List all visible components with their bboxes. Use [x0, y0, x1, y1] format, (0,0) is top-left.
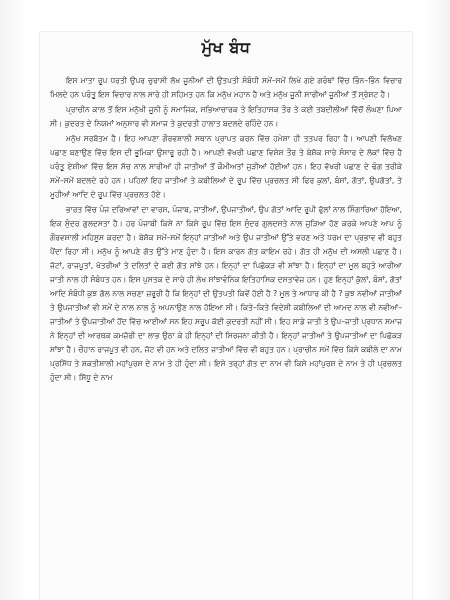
page-title: ਮੁੱਖ ਬੰਧ [201, 38, 251, 57]
paragraph: ਮਨੁੱਖ ਸਰਬੋਤਮ ਹੈ। ਇਹ ਆਪਣਾ ਗੌਰਵਸ਼ਾਲੀ ਸਥਾਨ ਪ੍ਰਾਪਤ ਕਰਨ ਵਿੱਚ ਹਮੇਸ਼ਾ ਹੀ ਤਤਪਰ ਰਿਹਾ ਹੈ। ਆਪਣੀ ਵਿਲੱਖਣ ਪਛਾਣ ਬਣਾਉਣ ਵਿੱਚ ਇਸ ਦੀ ਭੂਮਿਕਾ ਉਸਾਰੂ ਰਹੀ ਹੈ। ਆਪਣੀ ਵੱਖਰੀ ਪਛਾਣ ਵਿਸ਼ੇਸ਼ ਤੌਰ ਤੇ ਬੇਸ਼ੱਕ ਸਾਰੇ ਸੰਸਾਰ ਦੇ ਲੋਕਾਂ ਵਿੱਚ ਹੈ ਪਰੰਤੂ ਏਸ਼ੀਆ ਵਿੱਚ ਇਸ ਸੋਚ ਨਾਲ ਸਾਰੀਆਂ ਹੀ ਜਾਤੀਆਂ ਤੋਂ ਕੌਮੀਅਤਾਂ ਜੁੜੀਆਂ ਹੋਈਆਂ ਹਨ। ਇਹ ਵੱਖਰੀ ਪਛਾਣ ਦੇ ਢੰਗ ਤਰੀਕੇ ਸਮੇਂ–ਸਮੇਂ ਬਦਲਦੇ ਰਹੇ ਹਨ। ਪਹਿਲਾਂ ਇਹ ਜਾਤੀਆਂ ਤੇ ਕਬੀਲਿਆਂ ਦੇ ਰੂਪ ਵਿੱਚ ਪ੍ਰਚਲਤ ਸੀ ਫਿਰ ਕੁਲਾਂ, ਬੰਸਾਂ, ਗੋਤਾਂ, ਉਪਗੋਤਾਂ, ਤੇ ਮੂਹੀਆਂ ਆਦਿ ਦੇ ਰੂਪ ਵਿੱਚ ਪ੍ਰਚਲਤ ਹੋਏ। [50, 134, 402, 199]
paragraph: ਇਸ ਮਾਤਾ ਰੂਪ ਧਰਤੀ ਉਪਰ ਚੁਰਾਸੀ ਲੱਖ ਜੂਨੀਆਂ ਦੀ ਉਤਪਤੀ ਸੰਬੰਧੀ ਸਮੇਂ–ਸਮੇਂ ਲਿਖੇ ਗਏ ਗਰੰਥਾਂ ਵਿੱਚ ਭਿੰਨ–ਭਿੰਨ ਵਿਚਾਰ ਮਿਲਦੇ ਹਨ ਪਰੰਤੂ ਇਸ ਵਿਚਾਰ ਨਾਲ ਸਾਰੇ ਹੀ ਸਹਿਮਤ ਹਨ ਕਿ ਮਨੁੱਖ ਮਹਾਨ ਹੈ ਅਤੇ ਮਨੁੱਖ ਜੂਨੀ ਸਾਰੀਆਂ ਜੂਨੀਆਂ ਤੋਂ ਸ੍ਰੇਸ਼ਟ ਹੈ। [50, 76, 402, 99]
paragraph: ਪ੍ਰਾਚੀਨ ਕਾਲ ਤੋਂ ਇਸ ਮਨੁੱਖੀ ਜੂਨੀ ਨੂੰ ਸਮਾਜਿਕ, ਸਭਿਆਚਾਰਕ ਤੇ ਇਤਿਹਾਸਕ ਤੌਰ ਤੇ ਕਈ ਤਬਦੀਲੀਆਂ ਵਿੱਚੋਂ ਲੰਘਣਾ ਪਿਆ ਸੀ। ਕੁਦਰਤ ਦੇ ਨਿਯਮਾਂ ਅਨੁਸਾਰ ਵੀ ਸਮਾਜ ਤੇ ਕੁਦਰਤੀ ਹਾਲਾਤ ਬਦਲਦੇ ਰਹਿੰਦੇ ਹਨ। [50, 105, 402, 128]
body-text [50, 74, 402, 386]
book-page [40, 32, 412, 600]
paragraph: ਭਾਰਤ ਵਿੱਚ ਪੰਜ ਦਰਿਆਵਾਂ ਦਾ ਵਾਰਸ, ਪੰਜਾਬ, ਜਾਤੀਆਂ, ਉਪਜਾਤੀਆਂ, ਉਪ ਗੋਤਾਂ ਆਦਿ ਰੂਪੀ ਫੁੱਲਾਂ ਨਾਲ ਸਿੰਗਾਰਿਆ ਹੋਇਆ, ਇਕ ਸੁੰਦਰ ਗੁਲਦਸਤਾ ਹੈ। ਹਰ ਪੰਜਾਬੀ ਕਿਸੇ ਨਾ ਕਿਸੇ ਰੂਪ ਵਿੱਚ ਇਸ ਸੁੰਦਰ ਗੁਲਦਸਤੇ ਨਾਲ ਜੁੜਿਆ ਹੋਣ ਕਰਕੇ ਆਪਣੇ ਆਪ ਨੂੰ ਗੌਰਵਸ਼ਾਲੀ ਮਹਿਸੂਸ ਕਰਦਾ ਹੈ। ਬੇਸ਼ੱਕ ਸਮੇਂ–ਸਮੇਂ ਇਨ੍ਹਾਂ ਜਾਤੀਆਂ ਅਤੇ ਉਪ ਜਾਤੀਆਂ ਉੱਤੇ ਵਰਣ ਅਤੇ ਧਰਮ ਦਾ ਪ੍ਰਭਾਵ ਵੀ ਬਹੁਤ ਪੈਂਦਾ ਰਿਹਾ ਸੀ। ਮਨੁੱਖ ਨੂੰ ਆਪਣੇ ਗੋਤ ਉੱਤੇ ਮਾਣ ਹੁੰਦਾ ਹੈ। ਇਸ ਕਾਰਨ ਗੋਤ ਕਾਇਮ ਰਹੇ। ਗੋਤ ਹੀ ਮਨੁੱਖ ਦੀ ਅਸਲੀ ਪਛਾਣ ਹੈ। ਜੱਟਾਂ, ਰਾਜਪੂਤਾਂ, ਖੱਤਰੀਆਂ ਤੇ ਦਲਿਤਾਂ ਦੇ ਕਈ ਗੋਤ ਸਾਂਝੇ ਹਨ। ਇਨ੍ਹਾਂ ਦਾ ਪਿਛੋਕੜ ਵੀ ਸਾਂਝਾ ਹੈ। ਇਨ੍ਹਾਂ ਦਾ ਮੂਲ ਬਹੁਤੇ ਆਰੀਆ ਜਾਤੀ ਨਾਲ ਹੀ ਸੰਬੰਧਤ ਹਨ। ਇਸ ਪੁਸਤਕ ਦੇ ਸਾਰੇ ਹੀ ਲੇਖ ਸਾਂਝਾਵੰਨਿਕ ਇਤਿਹਾਸਿਕ ਦਸਤਾਵੇਜ਼ ਹਨ। ਹੁਣ ਇਨ੍ਹਾਂ ਕੁੱਲਾਂ, ਬੰਸਾਂ, ਗੋਤਾਂ ਆਦਿ ਸੰਬੰਧੀ ਕੁਝ ਗੱਲ ਨਾਲ ਸਚਣਾ ਜ਼ਰੂਰੀ ਹੈ ਕਿ ਇਨ੍ਹਾਂ ਦੀ ਉਤਪਤੀ ਕਿਵੇਂ ਹੋਈ ਹੈ ? ਮੂਲ ਤੇ ਆਧਾਰ ਕੀ ਹੈ ? ਕੁਝ ਨਵੀਆਂ ਜਾਤੀਆਂ ਤੇ ਉਪਜਾਤੀਆਂ ਵੀ ਸਮੇਂ ਦੇ ਨਾਲ ਨਾਲ ਨੂੰ ਅਪਨਾਉਣ ਨਾਲ ਹੋਇਆ ਸੀ। ਕਿਤੇ–ਕਿਤੇ ਵਿਦੇਸ਼ੀ ਕਬੀਲਿਆਂ ਦੀ ਆਮਦ ਨਾਲ ਵੀ ਨਵੀਆਂ–ਜਾਤੀਆਂ ਤੇ ਉਪਜਾਤੀਆਂ ਹੋਂਦ ਵਿੱਚ ਆਈਆਂ ਸਨ ਇਹ ਸਰੂਪ ਕੋਈ ਕੁਦਰਤੀ ਨਹੀਂ ਸੀ। ਇਹ ਸਾਡੇ ਜਾਤੀ ਤੇ ਉਪ–ਜਾਤੀ ਪ੍ਰਧਾਨ ਸਮਾਜ ਨੇ ਇਨ੍ਹਾਂ ਦੀ ਆਰਥਕ ਕਮਜ਼ੋਰੀ ਦਾ ਲਾਭ ਉਠਾ ਕੇ ਹੀ ਇਨ੍ਹਾਂ ਦੀ ਸਿਰਜਨਾ ਕੀਤੀ ਹੈ। ਇਨ੍ਹਾਂ ਜਾਤੀਆਂ ਤੇ ਉਪਜਾਤੀਆਂ ਦਾ ਪਿਛੋਕੜ ਸਾਂਝਾ ਹੈ। ਚੌਹਾਨ ਰਾਜਪੂਤ ਵੀ ਹਨ, ਜੱਟ ਵੀ ਹਨ ਅਤੇ ਦਲਿਤ ਜਾਤੀਆਂ ਵਿੱਚ ਵੀ ਬਹੁਤ ਹਨ। ਪ੍ਰਾਚੀਨ ਸਮੇਂ ਵਿੱਚ ਕਿਸੇ ਕਬੀਲੇ ਦਾ ਨਾਮ ਪ੍ਰਸਿੱਧ ਤੇ ਸ਼ਕਤੀਸ਼ਾਲੀ ਮਹਾਂਪੁਰਸ਼ ਦੇ ਨਾਮ ਤੇ ਹੀ ਹੁੰਦਾ ਸੀ। ਇਸੇ ਤਰ੍ਹਾਂ ਗੋਤ ਦਾ ਨਾਮ ਵੀ ਕਿਸੇ ਮਹਾਂਪੁਰਸ਼ ਦੇ ਨਾਮ ਤੇ ਹੀ ਪ੍ਰਚਲਤ ਹੁੰਦਾ ਸੀ। ਸਿੱਧੂ ਦੇ ਨਾਮ [50, 205, 402, 382]
